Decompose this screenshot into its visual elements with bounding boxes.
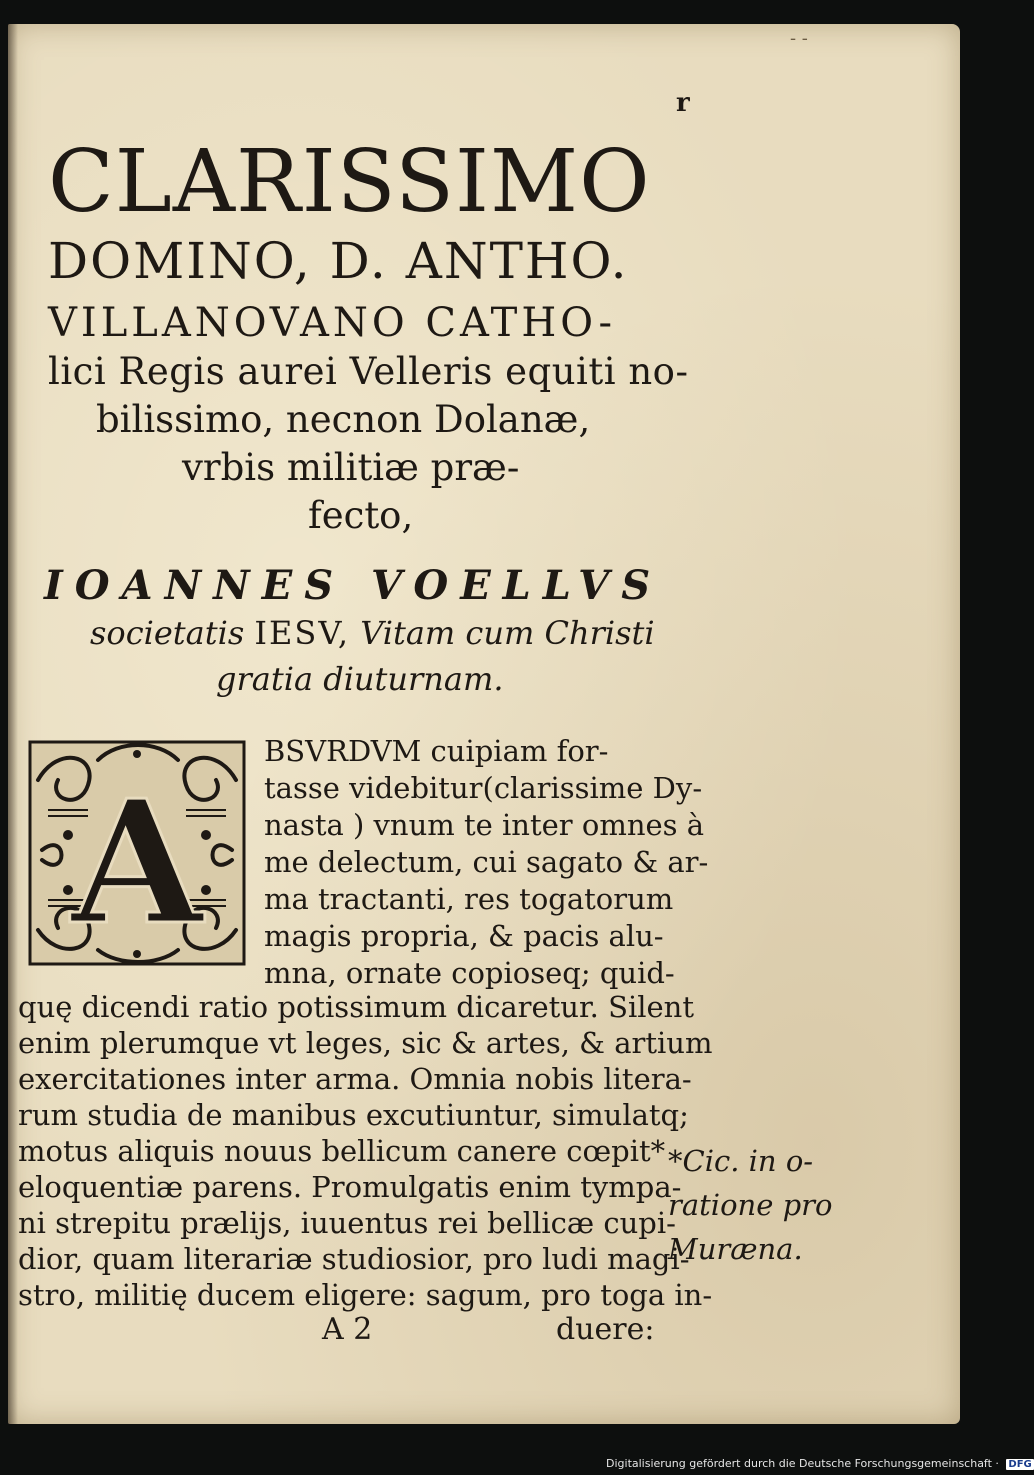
text-line: eloquentiæ parens. Promulgatis enim tympa- xyxy=(18,1170,682,1204)
text-line: exercitationes inter arma. Omnia nobis litera- xyxy=(18,1062,692,1096)
dedication-line-3: VILLANOVANO CATHO- xyxy=(48,300,616,346)
text-line: quę dicendi ratio potissimum dicaretur. Silent xyxy=(18,990,694,1024)
text-line: mna, ornate copioseq; quid- xyxy=(264,956,675,990)
dedication-line-6: vrbis militiæ præ- xyxy=(182,446,520,489)
text-line: enim plerumque vt leges, sic & artes, & artium xyxy=(18,1026,713,1060)
text-line: dior, quam literariæ studiosior, pro ludi magi- xyxy=(18,1242,690,1276)
text-line: nasta ) vnum te inter omnes à xyxy=(264,808,705,842)
corner-mark: - - xyxy=(790,28,808,49)
footer-text: Digitalisierung gefördert durch die Deutsche Forschungsgemeinschaft · xyxy=(606,1457,999,1470)
page-gutter-shadow xyxy=(8,24,18,1424)
society-rest: Vitam cum Christi xyxy=(360,614,655,652)
text-line: BSVRDVM cuipiam for- xyxy=(264,734,609,768)
text-line: tasse videbitur(clarissime Dy- xyxy=(264,771,703,805)
dedication-line-7: fecto, xyxy=(308,494,414,537)
drop-cap-letter: A xyxy=(71,763,203,963)
catchword: duere: xyxy=(556,1312,655,1347)
dedication-line-1: CLARISSIMO xyxy=(48,132,651,232)
author-society-line xyxy=(90,614,655,652)
author-name: IOANNES VOELLVS xyxy=(44,562,663,609)
dedication-line-4: lici Regis aurei Velleris equiti no- xyxy=(48,350,689,393)
text-line: magis propria, & pacis alu- xyxy=(264,919,664,953)
author-greeting: gratia diuturnam. xyxy=(216,660,504,698)
dedication-line-2: DOMINO, D. ANTHO. xyxy=(48,232,629,290)
text-line: ma tractanti, res togatorum xyxy=(264,882,674,916)
marginal-note-line: *Cic. in o- xyxy=(668,1144,814,1178)
marginal-note-line: ratione pro xyxy=(668,1188,833,1222)
text-line: stro, militię ducem eligere: sagum, pro toga in- xyxy=(18,1278,713,1312)
society-italic: societatis xyxy=(90,614,245,652)
marginal-note-line: Muræna. xyxy=(668,1232,803,1266)
society-iesv: IESV, xyxy=(254,614,351,652)
signature-mark: r xyxy=(676,88,690,118)
text-line: ni strepitu prælijs, iuuentus rei bellicæ cupi- xyxy=(18,1206,676,1240)
text-line: motus aliquis nouus bellicum canere cœpit* xyxy=(18,1134,666,1168)
digitization-footer xyxy=(606,1457,1034,1470)
text-line: rum studia de manibus excutiuntur, simulatq; xyxy=(18,1098,689,1132)
dfg-logo: DFG xyxy=(1008,1459,1032,1470)
text-line: me delectum, cui sagato & ar- xyxy=(264,845,709,879)
ornamental-initial-A xyxy=(28,740,246,966)
signature-a2: A 2 xyxy=(322,1312,373,1347)
dedication-line-5: bilissimo, necnon Dolanæ, xyxy=(96,398,591,441)
